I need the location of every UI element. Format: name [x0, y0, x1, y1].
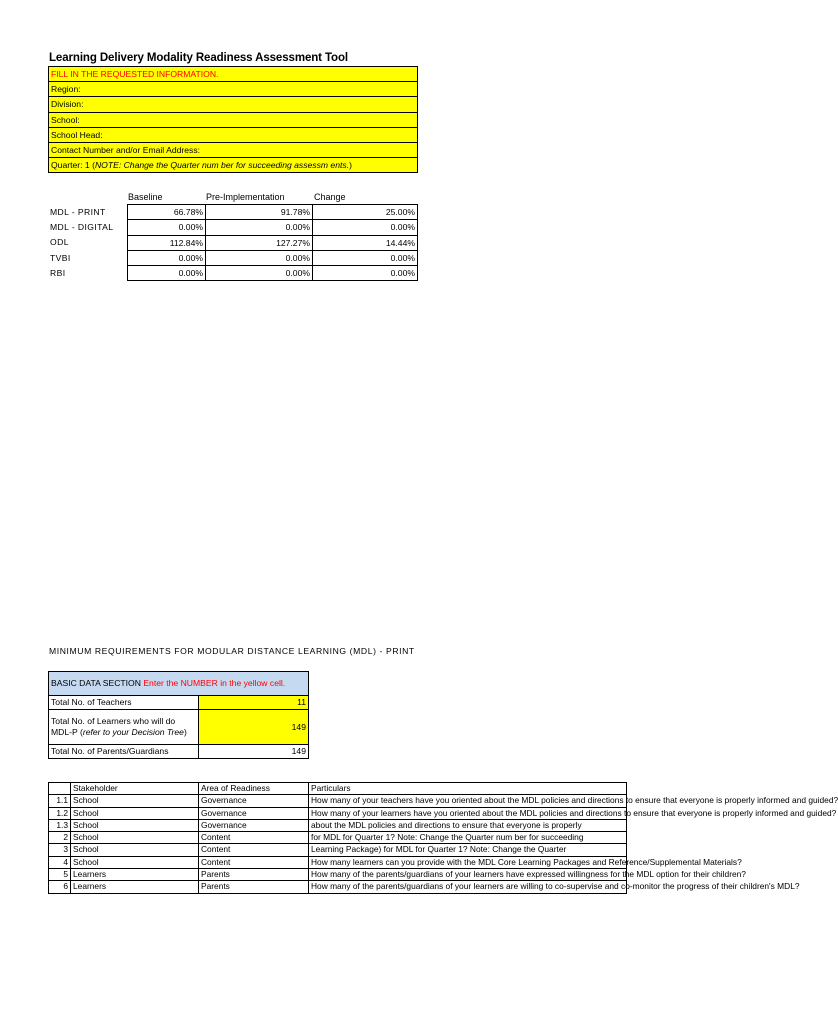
- table-row: [49, 844, 627, 856]
- baseline-cell: 0.00%: [128, 250, 206, 265]
- region-field[interactable]: Region:: [49, 82, 418, 97]
- table-row: [49, 819, 627, 831]
- stakeholder-table: [48, 782, 838, 894]
- change-cell: 25.00%: [313, 205, 418, 220]
- quarter-field[interactable]: [49, 158, 418, 173]
- baseline-cell: 0.00%: [128, 220, 206, 235]
- row-label-odl: ODL: [50, 237, 69, 247]
- table-row: [128, 220, 418, 235]
- stakeholder-header: Stakeholder: [71, 783, 199, 795]
- pre-cell: 0.00%: [206, 266, 313, 281]
- learners-label-suffix: ): [183, 727, 187, 737]
- area-cell: Governance: [199, 795, 309, 807]
- row-index: 3: [49, 844, 71, 856]
- stakeholder-cell: School: [71, 795, 199, 807]
- baseline-cell: 112.84%: [128, 235, 206, 250]
- info-table: [48, 66, 418, 173]
- row-index: 2: [49, 832, 71, 844]
- stakeholder-cell: School: [71, 819, 199, 831]
- basic-data-header: [49, 672, 309, 696]
- learners-label-text: Total No. of Learners who will do MDL-P (: [51, 716, 176, 737]
- row-index: 4: [49, 856, 71, 868]
- change-cell: 0.00%: [313, 220, 418, 235]
- row-label-tvbi: TVBI: [50, 253, 71, 263]
- school-field[interactable]: School:: [49, 112, 418, 127]
- particulars-cell: How many of your learners have you oriented about the MDL policies and directions to ensure that everyone is properly informed and guided?: [309, 807, 627, 819]
- school-head-field[interactable]: School Head:: [49, 127, 418, 142]
- area-cell: Governance: [199, 807, 309, 819]
- area-cell: Governance: [199, 819, 309, 831]
- decision-tree-note: refer to your Decision Tree: [82, 727, 184, 737]
- particulars-cell: How many learners can you provide with the MDL Core Learning Packages and Reference/Supplemental Materials?: [309, 856, 627, 868]
- table-row: [128, 235, 418, 250]
- area-cell: Parents: [199, 869, 309, 881]
- teachers-label: Total No. of Teachers: [49, 696, 199, 710]
- particulars-cell: Learning Package) for MDL for Quarter 1? Note: Change the Quarter: [309, 844, 627, 856]
- pre-cell: 0.00%: [206, 250, 313, 265]
- stakeholder-cell: Learners: [71, 881, 199, 893]
- change-cell: 0.00%: [313, 266, 418, 281]
- table-row: [49, 832, 627, 844]
- row-index: 6: [49, 881, 71, 893]
- teachers-input[interactable]: 11: [199, 696, 309, 710]
- stakeholder-cell: School: [71, 832, 199, 844]
- fill-instruction: FILL IN THE REQUESTED INFORMATION.: [49, 67, 418, 82]
- header-baseline: Baseline: [128, 192, 163, 202]
- area-cell: Parents: [199, 881, 309, 893]
- area-cell: Content: [199, 832, 309, 844]
- table-row: [49, 783, 627, 795]
- row-label-rbi: RBI: [50, 268, 66, 278]
- basic-data-header-label: BASIC DATA SECTION: [51, 678, 141, 688]
- parents-value: 149: [199, 745, 309, 759]
- particulars-cell: about the MDL policies and directions to ensure that everyone is properly: [309, 819, 627, 831]
- particulars-cell: How many of your teachers have you oriented about the MDL policies and directions to ensure that everyone is properly informed and guided?: [309, 795, 627, 807]
- learners-input[interactable]: 149: [199, 710, 309, 745]
- stakeholder-cell: School: [71, 844, 199, 856]
- particulars-cell: for MDL for Quarter 1? Note: Change the Quarter num ber for succeeding: [309, 832, 627, 844]
- row-index: 5: [49, 869, 71, 881]
- basic-data-table: [48, 671, 309, 759]
- row-label-mdl-digital: MDL - DIGITAL: [50, 222, 114, 232]
- area-cell: Content: [199, 856, 309, 868]
- table-row: [49, 795, 627, 807]
- learners-label: [49, 710, 199, 745]
- change-cell: 0.00%: [313, 250, 418, 265]
- min-requirements-title: MINIMUM REQUIREMENTS FOR MODULAR DISTANCE LEARNING (MDL) - PRINT: [49, 646, 415, 656]
- area-header: Area of Readiness: [199, 783, 309, 795]
- header-pre-implementation: Pre-Implementation: [206, 192, 285, 202]
- stakeholder-cell: School: [71, 856, 199, 868]
- row-label-mdl-print: MDL - PRINT: [50, 207, 106, 217]
- row-index: 1.3: [49, 819, 71, 831]
- quarter-prefix: Quarter: 1 (: [51, 160, 95, 171]
- change-cell: 14.44%: [313, 235, 418, 250]
- table-row: [49, 869, 627, 881]
- quarter-suffix: ): [349, 160, 352, 171]
- index-header: [49, 783, 71, 795]
- stakeholder-cell: School: [71, 807, 199, 819]
- particulars-header: Particulars: [309, 783, 627, 795]
- stakeholder-cell: Learners: [71, 869, 199, 881]
- baseline-cell: 0.00%: [128, 266, 206, 281]
- division-field[interactable]: Division:: [49, 97, 418, 112]
- table-row: [128, 205, 418, 220]
- parents-label: Total No. of Parents/Guardians: [49, 745, 199, 759]
- row-index: 1.1: [49, 795, 71, 807]
- area-cell: Content: [199, 844, 309, 856]
- row-index: 1.2: [49, 807, 71, 819]
- page-title: Learning Delivery Modality Readiness Assessment Tool: [49, 52, 349, 64]
- table-row: [128, 266, 418, 281]
- particulars-cell: How many of the parents/guardians of your learners are willing to co-supervise and co-monitor the progress of their children's MDL?: [309, 881, 627, 893]
- summary-table: [127, 204, 418, 281]
- header-change: Change: [314, 192, 346, 202]
- table-row: [49, 856, 627, 868]
- pre-cell: 127.27%: [206, 235, 313, 250]
- table-row: [49, 881, 627, 893]
- pre-cell: 91.78%: [206, 205, 313, 220]
- table-row: [49, 807, 627, 819]
- baseline-cell: 66.78%: [128, 205, 206, 220]
- table-row: [128, 250, 418, 265]
- particulars-cell: How many of the parents/guardians of your learners have expressed willingness for the MDL option for their children?: [309, 869, 627, 881]
- quarter-note: NOTE: Change the Quarter num ber for succeeding assessm ents.: [94, 160, 350, 171]
- contact-field[interactable]: Contact Number and/or Email Address:: [49, 142, 418, 157]
- pre-cell: 0.00%: [206, 220, 313, 235]
- basic-data-note: Enter the NUMBER in the yellow cell.: [143, 678, 286, 688]
